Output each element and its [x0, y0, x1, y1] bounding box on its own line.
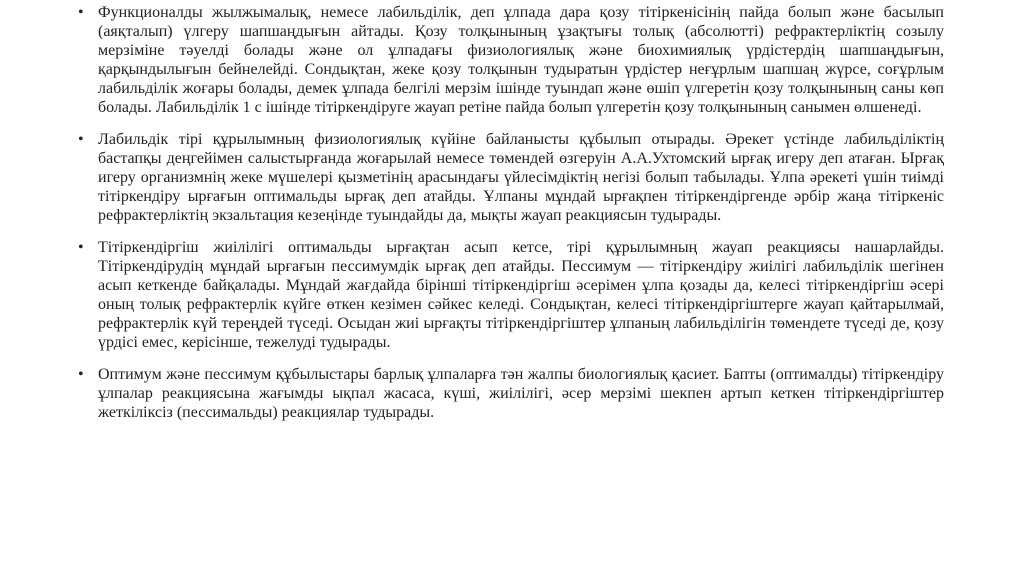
bullet-text: Функционалды жылжымалық, немесе лабильділік, деп ұлпада дара қозу тітіркенісінің пайда болып және басылып (аяқталып) үлгеру шапшаңдығын айтады. Қозу толқынының ұзақтығы толық (абсолютті) рефрактерліктің созылу мерзіміне тәуелді болады және ол ұлпадағы физиологиялық және биохимиялық үрдістердің шапшаңдығын, қарқындылығын бейнелейді. Сондықтан, жеке қозу толқынын тудыратын үрдістер неғұрлым шапшаң жүрсе, соғұрлым лабильділік жоғары болады, демек ұлпада белгілі мерзім ішінде туындап және өшіп үлгеретін қозу толқынының саны көп болады. Лабильділік 1 с ішінде тітіркендіруге жауап ретіне пайда болып үлгеретін қозу толқынының санымен өлшенеді.: [98, 4, 944, 116]
bullet-text: Оптимум және пессимум құбылыстары барлық ұлпаларға тән жалпы биологиялық қасиет. Бапты (оптималды) тітіркендіру ұлпалар реакциясына жағымды ықпал жасаса, күші, жиілілігі, әсер мерзімі шекпен артып кеткен тітіркендіргіштер жеткіліксіз (пессимальды) реакциялар тудырады.: [98, 366, 944, 421]
bullet-dot-icon: •: [78, 4, 84, 21]
bullet-dot-icon: •: [78, 131, 84, 148]
bullet-text: Тітіркендіргіш жиілілігі оптимальды ырғақтан асып кетсе, тірі құрылымның жауап реакциясы нашарлайды. Тітіркендірудің мұндай ырғағын пессимумдік ырғақ деп атайды. Пессимум — тітіркендіру жиілігі лабильділік шегінен асып кеткенде байқалады. Мұндай жағдайда бірінші тітіркендіргіш әсерімен ұлпа қозады да, келесі тітіркендіргіш әсері оның толық рефрактерлік күйге өткен кезімен сәйкес келеді. Сондықтан, келесі тітіркендіргіштерге жауап қайтарылмай, рефрактерлік күй тереңдей түседі. Осыдан жиі ырғақты тітіркендіргіштер ұлпаның лабильділігін төмендете түседі де, қозу үрдісі емес, керісінше, тежелуді тудырады.: [98, 239, 944, 351]
bullet-item: [76, 3, 944, 117]
bullet-dot-icon: •: [78, 239, 84, 256]
bullet-dot-icon: •: [78, 366, 84, 383]
bullet-text: Лабильдік тірі құрылымның физиологиялық күйіне байланысты құбылып отырады. Әрекет үстінде лабильділіктің бастапқы деңгейімен салыстырғанда жоғарылай немесе төмендей өзгеруін А.А.Ухтомский ырғақ игеру деп атаған. Ырғақ игеру организмнің жеке мүшелері қызметінің арасындағы үйлесімдіктің негізі болып табылады. Ұлпа әрекеті үшін тиімді тітіркендіру ырғағын оптимальды ырғақ деп атайды. Ұлпаны мұндай ырғақпен тітіркендіргенде әрбір жаңа тітіркеніс рефрактерліктің экзальтация кезеңінде туындайды да, мықты жауап реакциясын тудырады.: [98, 131, 944, 224]
bullet-item: [76, 238, 944, 352]
bullet-item: [76, 130, 944, 225]
bullet-list: [76, 3, 944, 435]
bullet-item: [76, 365, 944, 422]
